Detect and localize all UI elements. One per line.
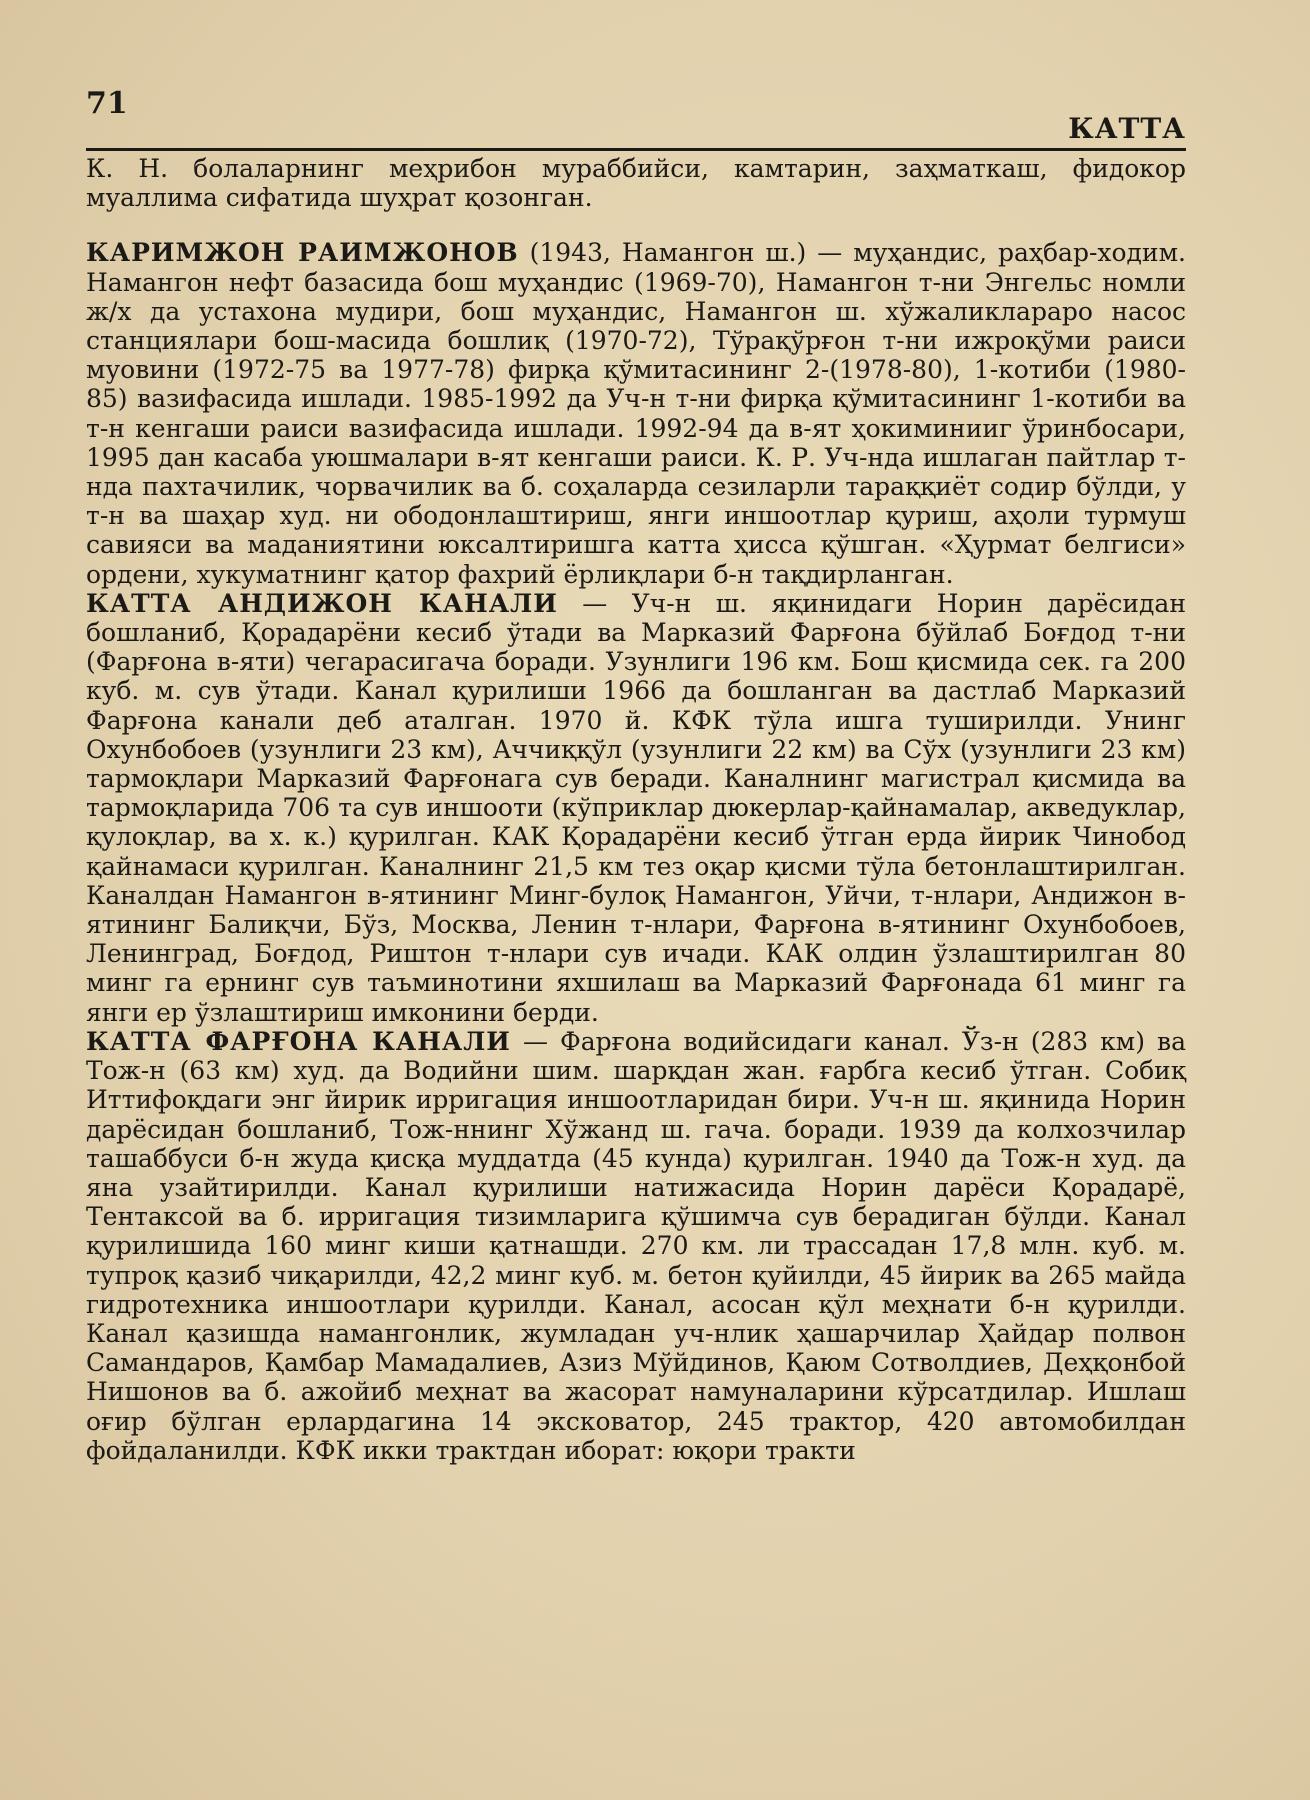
entry-text: К. Н. болаларнинг меҳрибон мураббийси, камтарин, заҳматкаш, фидокор муаллима сифатида шуҳрат қозонган. — [86, 154, 1186, 213]
entry-continuation — [86, 154, 1186, 212]
entry-karimjon-raimjonov — [86, 238, 1186, 588]
entry-text: — Уч-н ш. яқинидаги Норин дарёсидан бошланиб, Қорадарёни кесиб ўтади ва Марказий Фарғона бўйлаб Боғдод т-ни (Фарғона в-яти) чегарасигача боради. Узунлиги 196 км. Бош қисмида сек. га 200 куб. м. сув ўтади. Канал қурилиши 1966 да бошланган ва дастлаб Марказий Фарғона канали деб аталган. 1970 й. КФК тўла ишга туширилди. Унинг Охунбобоев (узунлиги 23 км), Аччиққўл (узунлиги 22 км) ва Сўх (узунлиги 23 км) тармоқлари Марказий Фарғонага сув беради. Каналнинг магистрал қисмида ва тармоқларида 706 та сув иншооти (кўприклар дюкерлар-қайнамалар, акведуклар, қулоқлар, ва х. к.) қурилган. КАК Қорадарёни кесиб ўтган ерда йирик Чинобод қайнамаси қурилган. Каналнинг 21,5 км тез оқар қисми тўла бетонлаштирилган. Каналдан Намангон в-ятининг Минг-булоқ Намангон, Уйчи, т-нлари, Андижон в-ятининг Балиқчи, Бўз, Москва, Ленин т-нлари, Фарғона в-ятининг Охунбобоев, Ленинград, Боғдод, Риштон т-нлари сув ичади. КАК олдин ўзлаштирилган 80 минг га ернинг сув таъминотини яхшилаш ва Марказий Фарғонада 61 минг га янги ер ўзлаштириш имконини берди. — [86, 588, 1186, 1027]
entry-katta-andijon-kanali — [86, 589, 1186, 1027]
header-rule — [86, 148, 1186, 151]
running-head: КАТТА — [1068, 112, 1186, 145]
entry-title: КАРИМЖОН РАИМЖОНОВ — [86, 238, 519, 268]
entry-title: КАТТА ФАРҒОНА КАНАЛИ — [86, 1026, 511, 1056]
page-number: 71 — [86, 86, 128, 121]
page-text — [86, 154, 1186, 1465]
entry-title: КАТТА АНДИЖОН КАНАЛИ — [86, 588, 558, 618]
entry-text: (1943, Намангон ш.) — муҳандис, раҳбар-ходим. Намангон нефт базасида бош муҳандис (1969-70), Намангон т-ни Энгельс номли ж/х да устахона мудири, бош муҳандис, Намангон ш. хўжаликлараро насос станциялари бош-масида бошлиқ (1970-72), Тўрақўрғон т-ни ижроқўми раиси муовини (1972-75 ва 1977-78) фирқа қўмитасининг 2-(1978-80), 1-котиби (1980-85) вазифасида ишлади. 1985-1992 да Уч-н т-ни фирқа қўмитасининг 1-котиби ва т-н кенгаши раиси вазифасида ишлади. 1992-94 да в-ят ҳокиминииг ўринбосари, 1995 дан касаба уюшмалари в-ят кенгаши раиси. К. Р. Уч-нда ишлаган пайтлар т-нда пахтачилик, чорвачилик ва б. соҳаларда сезиларли тараққиёт содир бўлди, у т-н ва шаҳар худ. ни ободонлаштириш, янги иншоотлар қуриш, аҳоли турмуш савияси ва маданиятини юксалтиришга катта ҳисса қўшган. «Ҳурмат белгиси» ордени, хукуматнинг қатор фахрий ёрлиқлари б-н тақдирланган. — [86, 238, 1186, 589]
entry-katta-fargona-kanali — [86, 1027, 1186, 1465]
entry-text: — Фарғона водийсидаги канал. Ўз-н (283 км) ва Тож-н (63 км) худ. да Водийни шим. шарқдан жан. ғарбга кесиб ўтган. Собиқ Иттифоқдаги энг йирик ирригация иншоотларидан бири. Уч-н ш. яқинида Норин дарёсидан бошланиб, Тож-ннинг Хўжанд ш. гача. боради. 1939 да колхозчилар ташаббуси б-н жуда қисқа муддатда (45 кунда) қурилган. 1940 да Тож-н худ. да яна узайтирилди. Канал қурилиши натижасида Норин дарёси Қорадарё, Тентаксой ва б. ирригация тизимларига қўшимча сув берадиган бўлди. Канал қурилишида 160 минг киши қатнашди. 270 км. ли трассадан 17,8 млн. куб. м. тупроқ қазиб чиқарилди, 42,2 минг куб. м. бетон қуйилди, 45 йирик ва 265 майда гидротехника иншоотлари қурилди. Канал, асосан қўл меҳнати б-н қурилди. Канал қазишда намангонлик, жумладан уч-нлик ҳашарчилар Ҳайдар полвон Самандаров, Қамбар Мамадалиев, Азиз Мўйдинов, Қаюм Сотволдиев, Деҳқонбой Нишонов ва б. ажойиб меҳнат ва жасорат намуналарини кўрсатдилар. Ишлаш оғир бўлган ерлардагина 14 эксковатор, 245 трактор, 420 автомобилдан фойдаланилди. КФК икки трактдан иборат: юқори тракти — [86, 1026, 1186, 1465]
